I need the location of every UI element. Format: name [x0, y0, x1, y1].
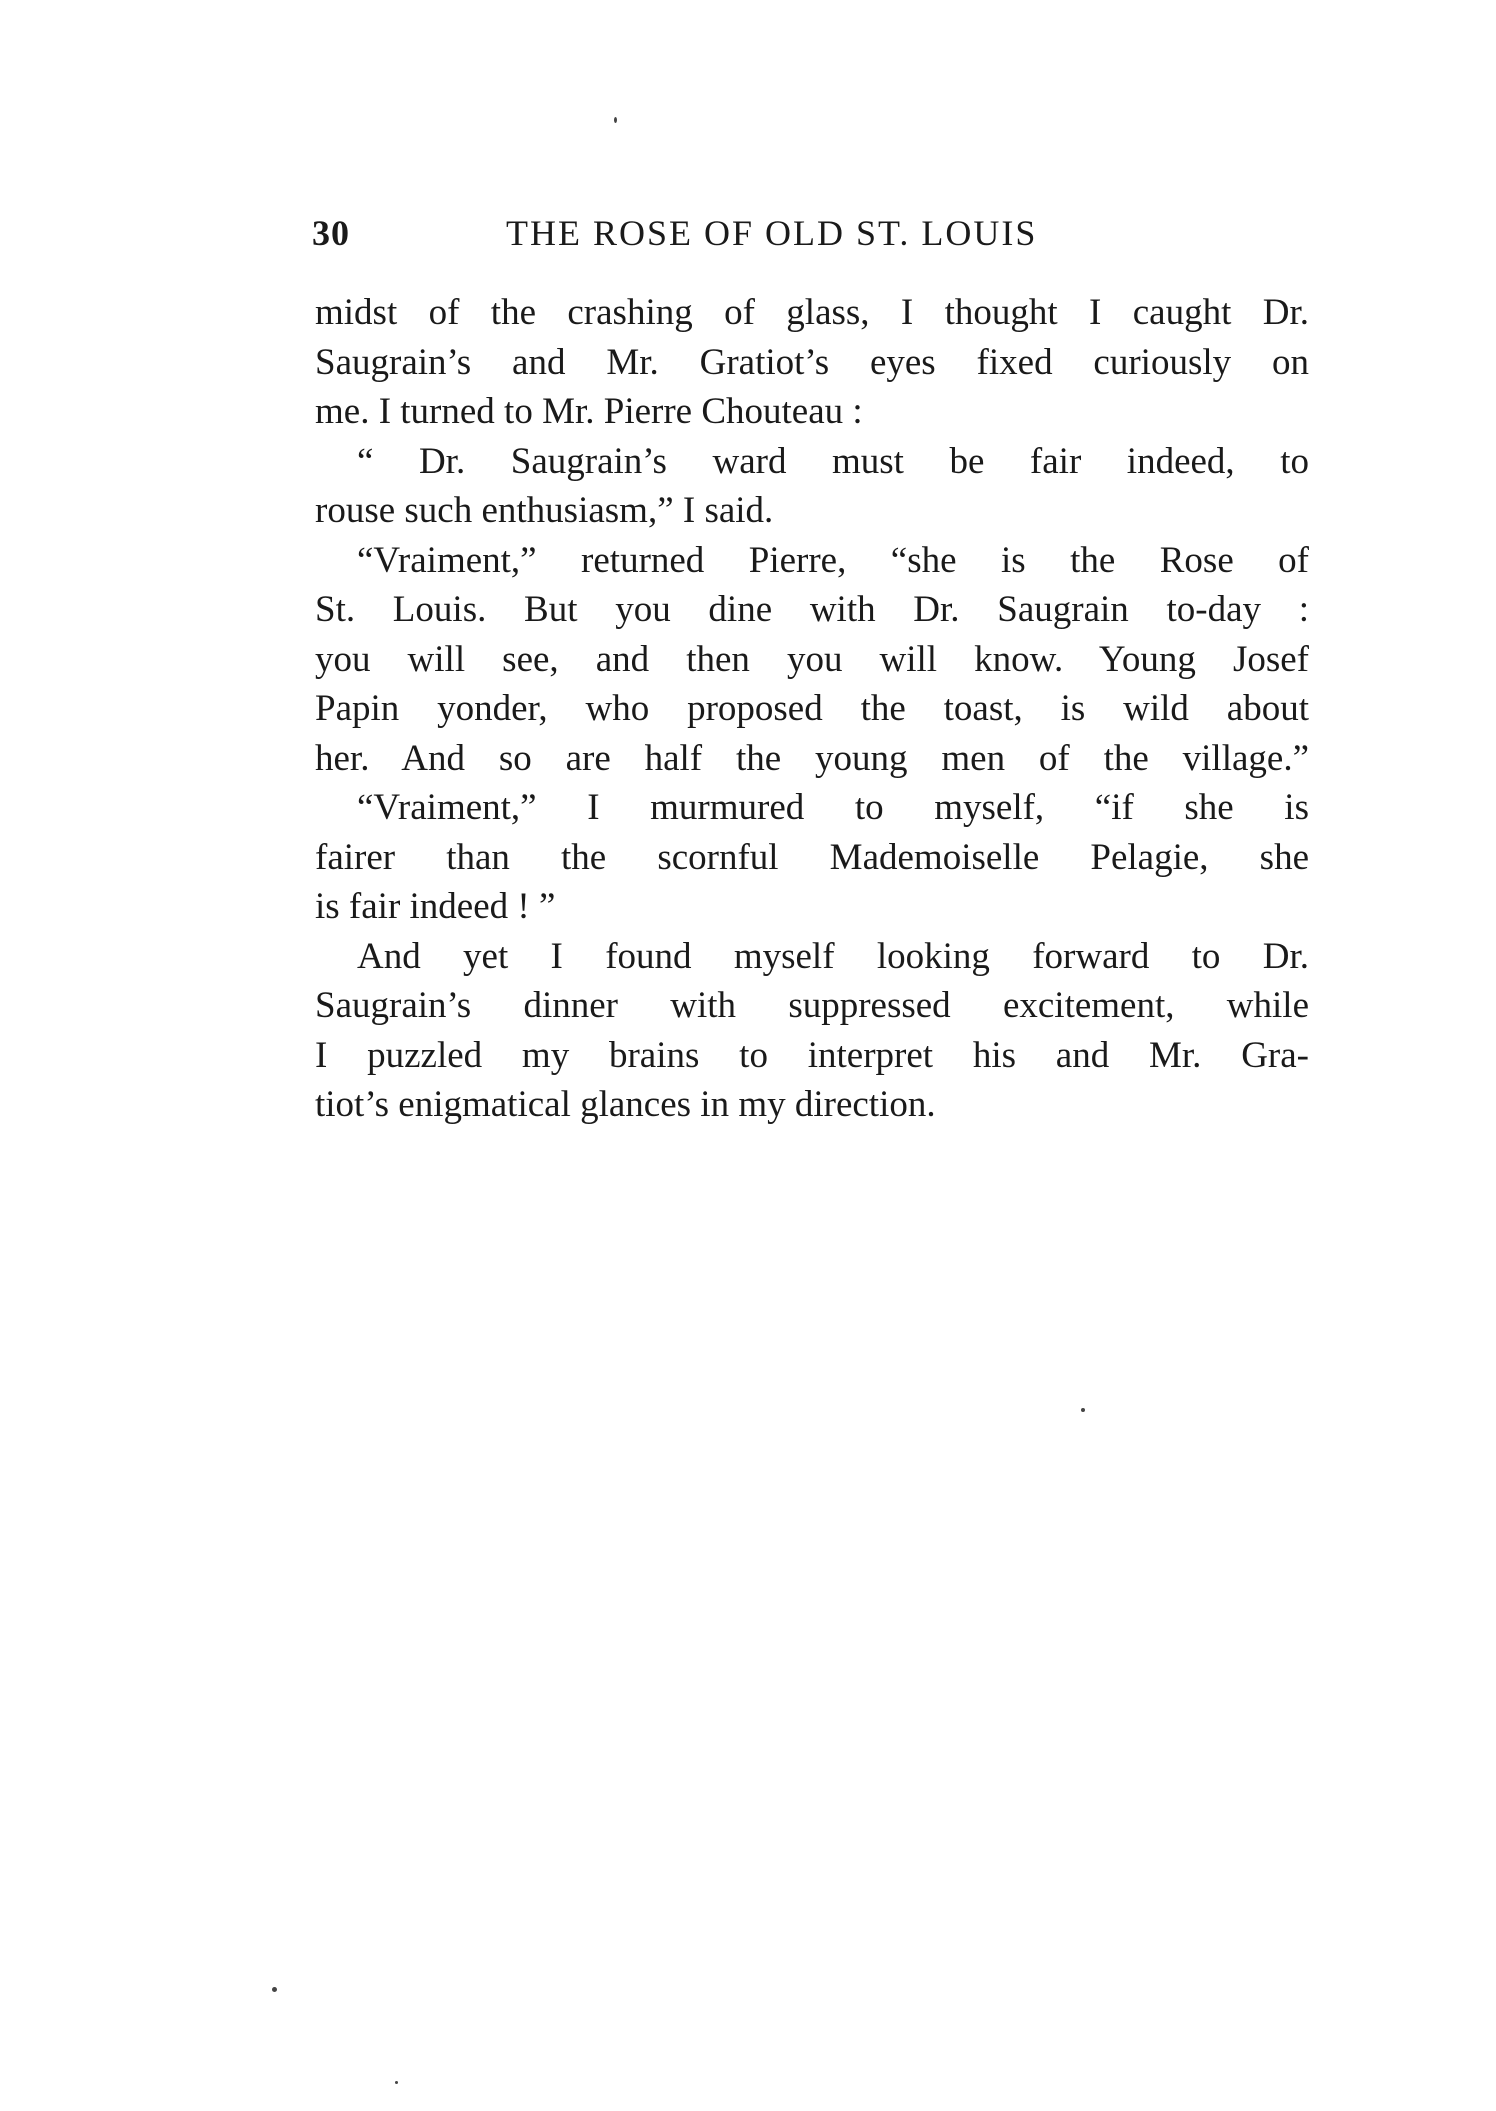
running-title: THE ROSE OF OLD ST. LOUIS — [506, 213, 1038, 253]
paragraph — [315, 783, 1309, 932]
text-line: Papin yonder, who proposed the toast, is wild about — [315, 688, 1309, 729]
text-line: is fair indeed ! ” — [315, 886, 556, 927]
text-line: Saugrain’s dinner with suppressed excitement, while — [315, 985, 1309, 1026]
page-number: 30 — [312, 213, 350, 253]
text-line: her. And so are half the young men of the village.” — [315, 737, 1309, 779]
text-line: St. Louis. But you dine with Dr. Saugrain to-day : — [315, 589, 1309, 630]
text-line: And yet I found myself looking forward to Dr. — [357, 935, 1309, 977]
text-line: Saugrain’s and Mr. Gratiot’s eyes fixed curiously on — [315, 341, 1309, 383]
text-line: I puzzled my brains to interpret his and Mr. Gra- — [315, 1034, 1309, 1076]
body-text — [315, 288, 1309, 1130]
scan-speck — [1081, 1408, 1085, 1412]
text-line: midst of the crashing of glass, I thought I caught Dr. — [315, 292, 1309, 333]
paragraph — [315, 932, 1309, 1130]
scan-speck — [614, 117, 617, 123]
paragraph — [315, 437, 1309, 536]
text-line: “Vraiment,” I murmured to myself, “if she is — [357, 787, 1309, 828]
text-line: “Vraiment,” returned Pierre, “she is the Rose of — [357, 539, 1309, 581]
scan-speck — [395, 2081, 398, 2084]
text-line: “ Dr. Saugrain’s ward must be fair indeed, to — [357, 440, 1309, 482]
paragraph — [315, 536, 1309, 784]
scan-speck — [272, 1987, 277, 1992]
page-header — [312, 212, 1307, 262]
text-line: me. I turned to Mr. Pierre Chouteau : — [315, 391, 863, 432]
text-line: rouse such enthusiasm,” I said. — [315, 490, 774, 531]
text-line: tiot’s enigmatical glances in my direction. — [315, 1084, 936, 1125]
text-line: you will see, and then you will know. Young Josef — [315, 638, 1309, 680]
paragraph — [315, 288, 1309, 437]
text-line: fairer than the scornful Mademoiselle Pelagie, she — [315, 836, 1309, 878]
